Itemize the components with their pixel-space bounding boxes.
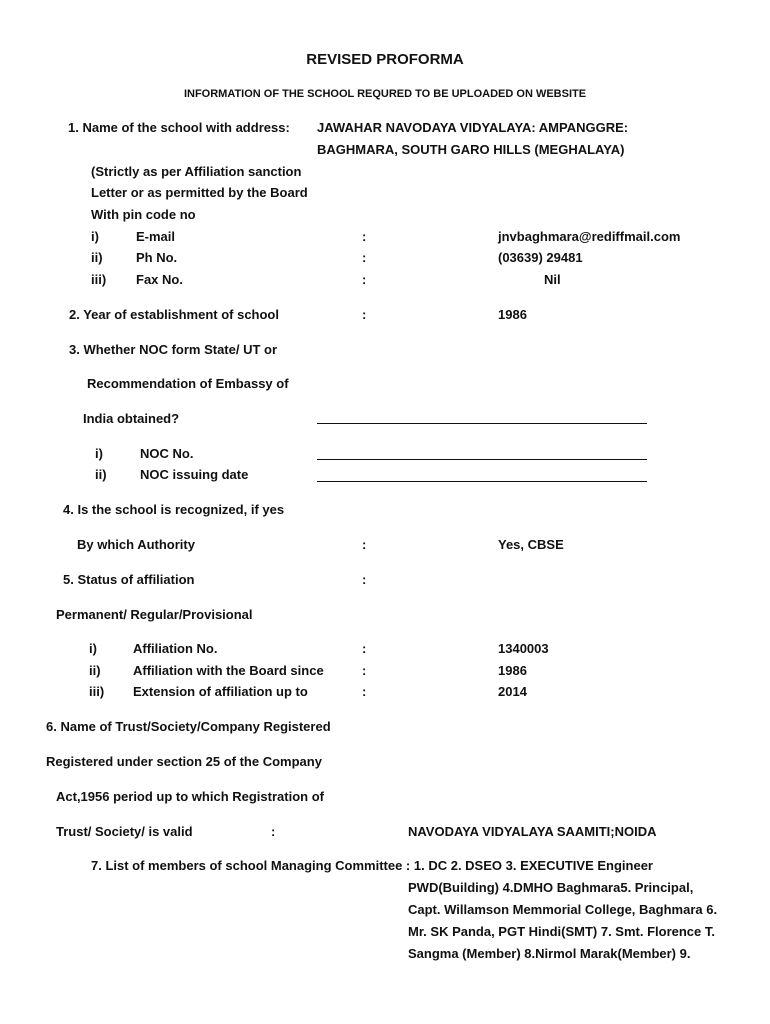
item6-colon: :	[271, 824, 276, 839]
item2-colon: :	[362, 307, 367, 322]
noc-no-num: i)	[95, 446, 103, 461]
item6-line3: Act,1956 period up to which Registration of	[56, 789, 324, 804]
phone-value: (03639) 29481	[498, 250, 583, 265]
email-value: jnvbaghmara@rediffmail.com	[498, 229, 681, 244]
phone-colon: :	[362, 250, 367, 265]
item1-note-line1: (Strictly as per Affiliation sanction	[91, 164, 302, 179]
affiliation-ext-colon: :	[362, 684, 367, 699]
trust-name-value: NAVODAYA VIDYALAYA SAAMITI;NOIDA	[408, 824, 657, 839]
item1-label: 1. Name of the school with address:	[68, 120, 290, 135]
school-name-line2: BAGHMARA, SOUTH GARO HILLS (MEGHALAYA)	[317, 142, 625, 157]
year-established-value: 1986	[498, 307, 527, 322]
item5-label: 5. Status of affiliation	[63, 572, 195, 587]
affiliation-ext-label: Extension of affiliation up to	[133, 684, 308, 699]
affiliation-since-num: ii)	[89, 663, 101, 678]
affiliation-no-num: i)	[89, 641, 97, 656]
phone-label: Ph No.	[136, 250, 178, 265]
school-name-line1: JAWAHAR NAVODAYA VIDYALAYA: AMPANGGRE:	[317, 120, 629, 135]
item7-label: 7. List of members of school Managing Committee : 1. DC 2. DSEO 3. EXECUTIVE Engineer	[91, 858, 653, 873]
committee-line3: Mr. SK Panda, PGT Hindi(SMT) 7. Smt. Florence T.	[408, 924, 715, 939]
item1-note-line3: With pin code no	[91, 207, 196, 222]
item1-note-line2: Letter or as permitted by the Board	[91, 185, 308, 200]
affiliation-ext-value: 2014	[498, 684, 527, 699]
affiliation-since-colon: :	[362, 663, 367, 678]
page-subtitle: INFORMATION OF THE SCHOOL REQURED TO BE UPLOADED ON WEBSITE	[183, 88, 587, 100]
committee-line1: PWD(Building) 4.DMHO Baghmara5. Principal,	[408, 880, 694, 895]
noc-no-blank-line	[317, 459, 647, 460]
committee-line2: Capt. Willamson Memmorial College, Baghmara 6.	[408, 902, 718, 917]
affiliation-no-label: Affiliation No.	[133, 641, 218, 656]
item6-line4: Trust/ Society/ is valid	[56, 824, 193, 839]
phone-num: ii)	[91, 250, 103, 265]
item3-line3: India obtained?	[83, 411, 180, 426]
authority-value: Yes, CBSE	[498, 537, 564, 552]
fax-num: iii)	[91, 272, 107, 287]
noc-date-blank-line	[317, 481, 647, 482]
item6-line1: 6. Name of Trust/Society/Company Registered	[46, 719, 331, 734]
noc-date-num: ii)	[95, 467, 107, 482]
fax-label: Fax No.	[136, 272, 183, 287]
fax-value: Nil	[544, 272, 561, 287]
committee-line4: Sangma (Member) 8.Nirmol Marak(Member) 9.	[408, 946, 691, 961]
item6-line2: Registered under section 25 of the Company	[46, 754, 322, 769]
affiliation-no-value: 1340003	[498, 641, 549, 656]
item3-line2: Recommendation of Embassy of	[87, 376, 289, 391]
authority-label: By which Authority	[77, 537, 195, 552]
noc-date-label: NOC issuing date	[140, 467, 249, 482]
item2-label: 2. Year of establishment of school	[69, 307, 279, 322]
email-colon: :	[362, 229, 367, 244]
item5-line2: Permanent/ Regular/Provisional	[56, 607, 253, 622]
item4-line1: 4. Is the school is recognized, if yes	[63, 502, 285, 517]
email-label: E-mail	[136, 229, 176, 244]
noc-no-label: NOC No.	[140, 446, 194, 461]
affiliation-ext-num: iii)	[89, 684, 105, 699]
affiliation-since-value: 1986	[498, 663, 527, 678]
item3-line1: 3. Whether NOC form State/ UT or	[69, 342, 278, 357]
noc-obtained-blank-line	[317, 423, 647, 424]
email-num: i)	[91, 229, 99, 244]
authority-colon: :	[362, 537, 367, 552]
affiliation-since-label: Affiliation with the Board since	[133, 663, 324, 678]
fax-colon: :	[362, 272, 367, 287]
page-title: REVISED PROFORMA	[306, 51, 464, 68]
affiliation-no-colon: :	[362, 641, 367, 656]
item5-colon: :	[362, 572, 367, 587]
